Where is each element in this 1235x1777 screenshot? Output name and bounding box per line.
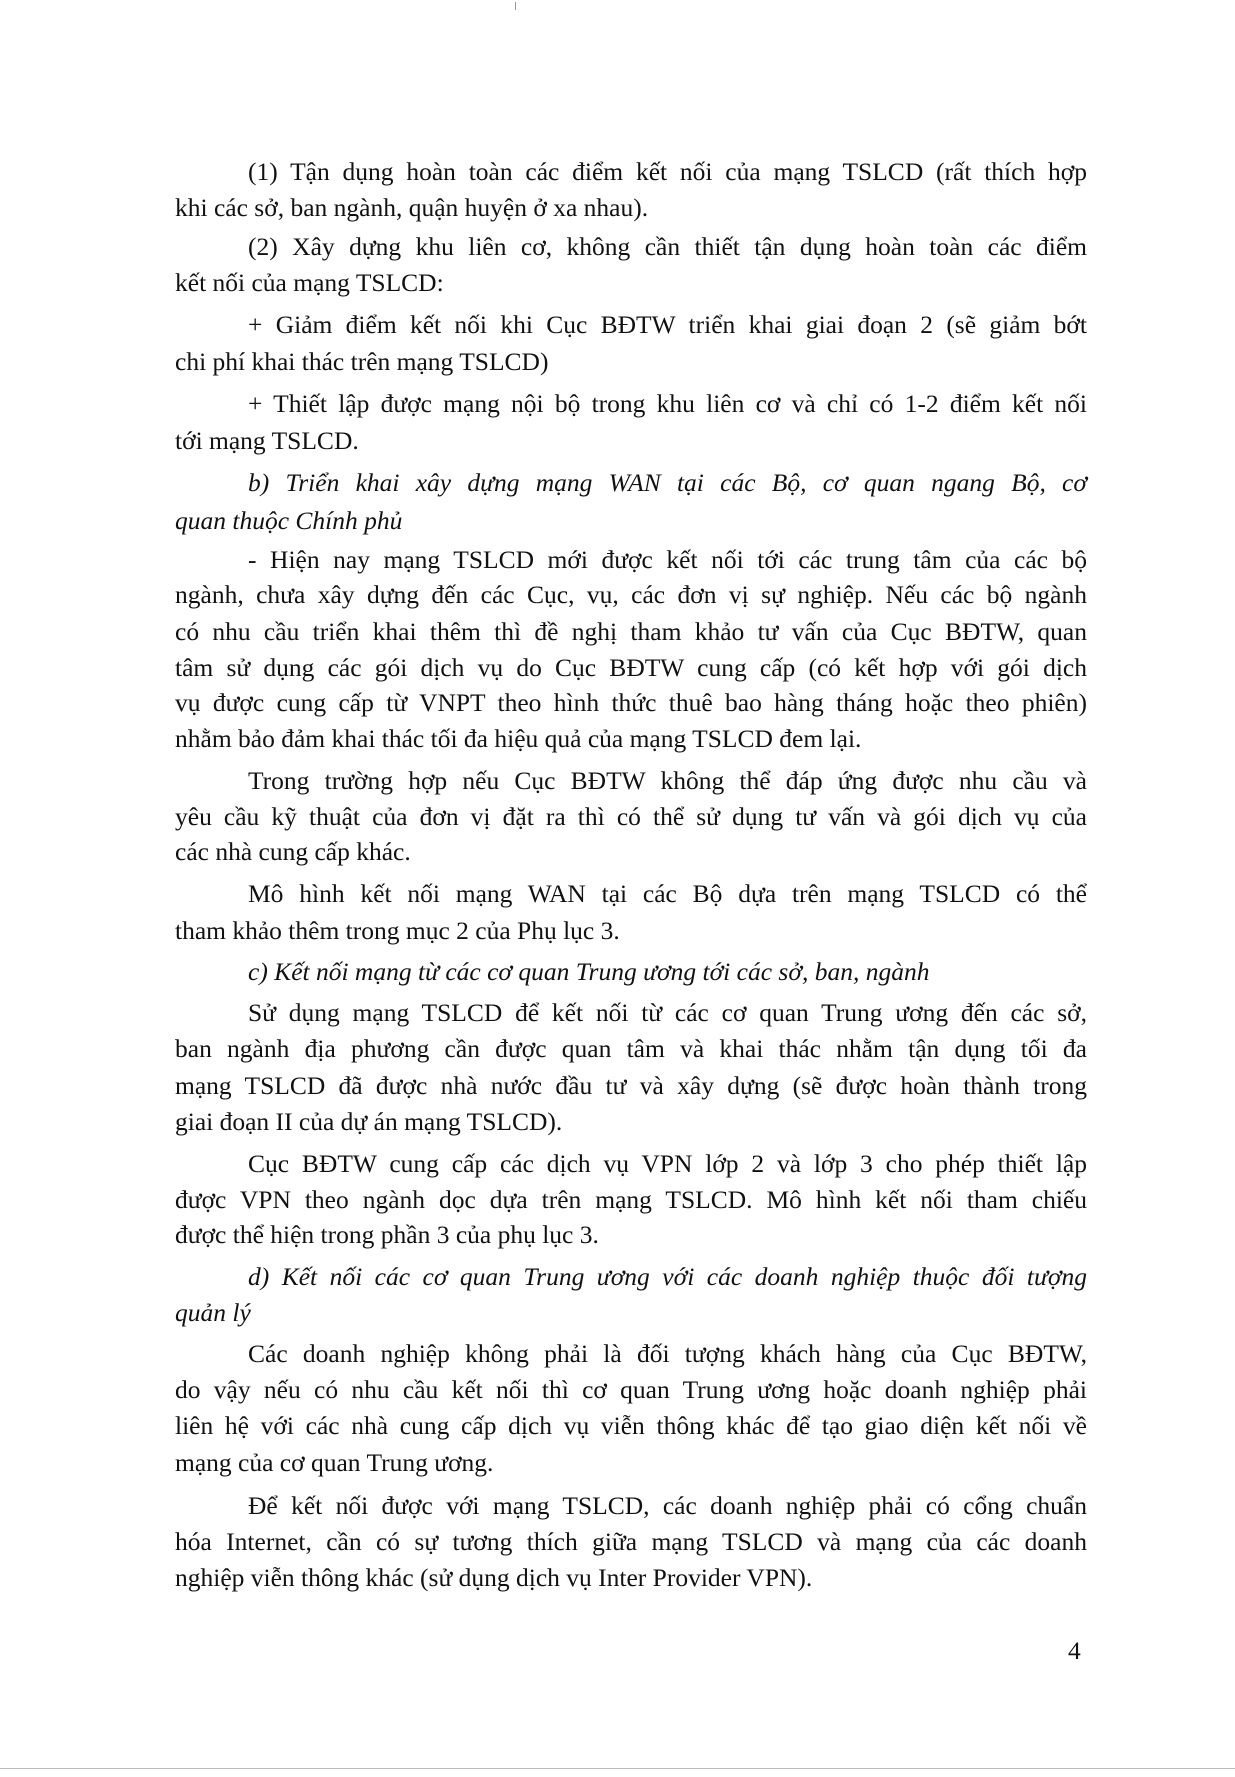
section-heading-line: quản lý [175, 1298, 251, 1327]
text-line: Mô hình kết nối mạng WAN tại các Bộ dựa trên mạng TSLCD có thể [248, 879, 1087, 908]
text-line: tâm sử dụng các gói dịch vụ do Cục BĐTW cung cấp (có kết hợp với gói dịch [175, 653, 1087, 682]
text-line: nghiệp viễn thông khác (sử dụng dịch vụ Inter Provider VPN). [175, 1563, 813, 1592]
text-line: nhằm bảo đảm khai thác tối đa hiệu quả của mạng TSLCD đem lại. [175, 724, 862, 753]
text-line: được VPN theo ngành dọc dựa trên mạng TSLCD. Mô hình kết nối tham chiếu [175, 1185, 1087, 1214]
page-edge-line [0, 1768, 1235, 1769]
text-line: (2) Xây dựng khu liên cơ, không cần thiết tận dụng hoàn toàn các điểm [248, 232, 1087, 261]
text-line: có nhu cầu triển khai thêm thì đề nghị tham khảo tư vấn của Cục BĐTW, quan [175, 617, 1087, 646]
text-line: tham khảo thêm trong mục 2 của Phụ lục 3. [175, 916, 620, 945]
text-line: hóa Internet, cần có sự tương thích giữa mạng TSLCD và mạng của các doanh [175, 1527, 1087, 1556]
page-number: 4 [1068, 1636, 1081, 1665]
text-line: chi phí khai thác trên mạng TSLCD) [175, 347, 549, 376]
text-line: Trong trường hợp nếu Cục BĐTW không thể đáp ứng được nhu cầu và [248, 766, 1087, 795]
text-line: do vậy nếu có nhu cầu kết nối thì cơ quan Trung ương hoặc doanh nghiệp phải [175, 1375, 1087, 1404]
text-line: vụ được cung cấp từ VNPT theo hình thức thuê bao hàng tháng hoặc theo phiên) [175, 688, 1087, 717]
text-line: yêu cầu kỹ thuật của đơn vị đặt ra thì có thể sử dụng tư vấn và gói dịch vụ của [175, 802, 1087, 831]
text-line: được thể hiện trong phần 3 của phụ lục 3. [175, 1220, 599, 1249]
text-line: tới mạng TSLCD. [175, 426, 359, 455]
text-line: + Giảm điểm kết nối khi Cục BĐTW triển khai giai đoạn 2 (sẽ giảm bớt [248, 310, 1087, 339]
text-line: các nhà cung cấp khác. [175, 837, 411, 866]
text-line: giai đoạn II của dự án mạng TSLCD). [175, 1107, 563, 1136]
text-line: (1) Tận dụng hoàn toàn các điểm kết nối của mạng TSLCD (rất thích hợp [248, 157, 1087, 186]
section-heading-line: quan thuộc Chính phủ [175, 506, 403, 535]
text-line: mạng TSLCD đã được nhà nước đầu tư và xây dựng (sẽ được hoàn thành trong [175, 1071, 1087, 1100]
text-line: liên hệ với các nhà cung cấp dịch vụ viễn thông khác để tạo giao diện kết nối về [175, 1411, 1087, 1440]
section-heading-line: d) Kết nối các cơ quan Trung ương với các doanh nghiệp thuộc đối tượng [248, 1262, 1087, 1291]
text-line: ban ngành địa phương cần được quan tâm và khai thác nhằm tận dụng tối đa [175, 1034, 1087, 1063]
text-line: mạng của cơ quan Trung ương. [175, 1448, 494, 1477]
text-line: khi các sở, ban ngành, quận huyện ở xa nhau). [175, 193, 649, 222]
text-line: - Hiện nay mạng TSLCD mới được kết nối tới các trung tâm của các bộ [248, 545, 1087, 574]
text-line: ngành, chưa xây dựng đến các Cục, vụ, các đơn vị sự nghiệp. Nếu các bộ ngành [175, 580, 1087, 609]
section-heading-line: b) Triển khai xây dựng mạng WAN tại các Bộ, cơ quan ngang Bộ, cơ [248, 468, 1087, 497]
text-line: Cục BĐTW cung cấp các dịch vụ VPN lớp 2 và lớp 3 cho phép thiết lập [248, 1149, 1087, 1178]
text-line: kết nối của mạng TSLCD: [175, 268, 444, 297]
scan-mark [515, 2, 516, 10]
text-line: Sử dụng mạng TSLCD để kết nối từ các cơ quan Trung ương đến các sở, [248, 998, 1087, 1027]
text-line: Để kết nối được với mạng TSLCD, các doanh nghiệp phải có cổng chuẩn [248, 1491, 1087, 1520]
text-line: Các doanh nghiệp không phải là đối tượng khách hàng của Cục BĐTW, [248, 1339, 1087, 1368]
text-line: + Thiết lập được mạng nội bộ trong khu liên cơ và chỉ có 1-2 điểm kết nối [248, 389, 1087, 418]
section-heading-line: c) Kết nối mạng từ các cơ quan Trung ương tới các sở, ban, ngành [248, 957, 930, 986]
